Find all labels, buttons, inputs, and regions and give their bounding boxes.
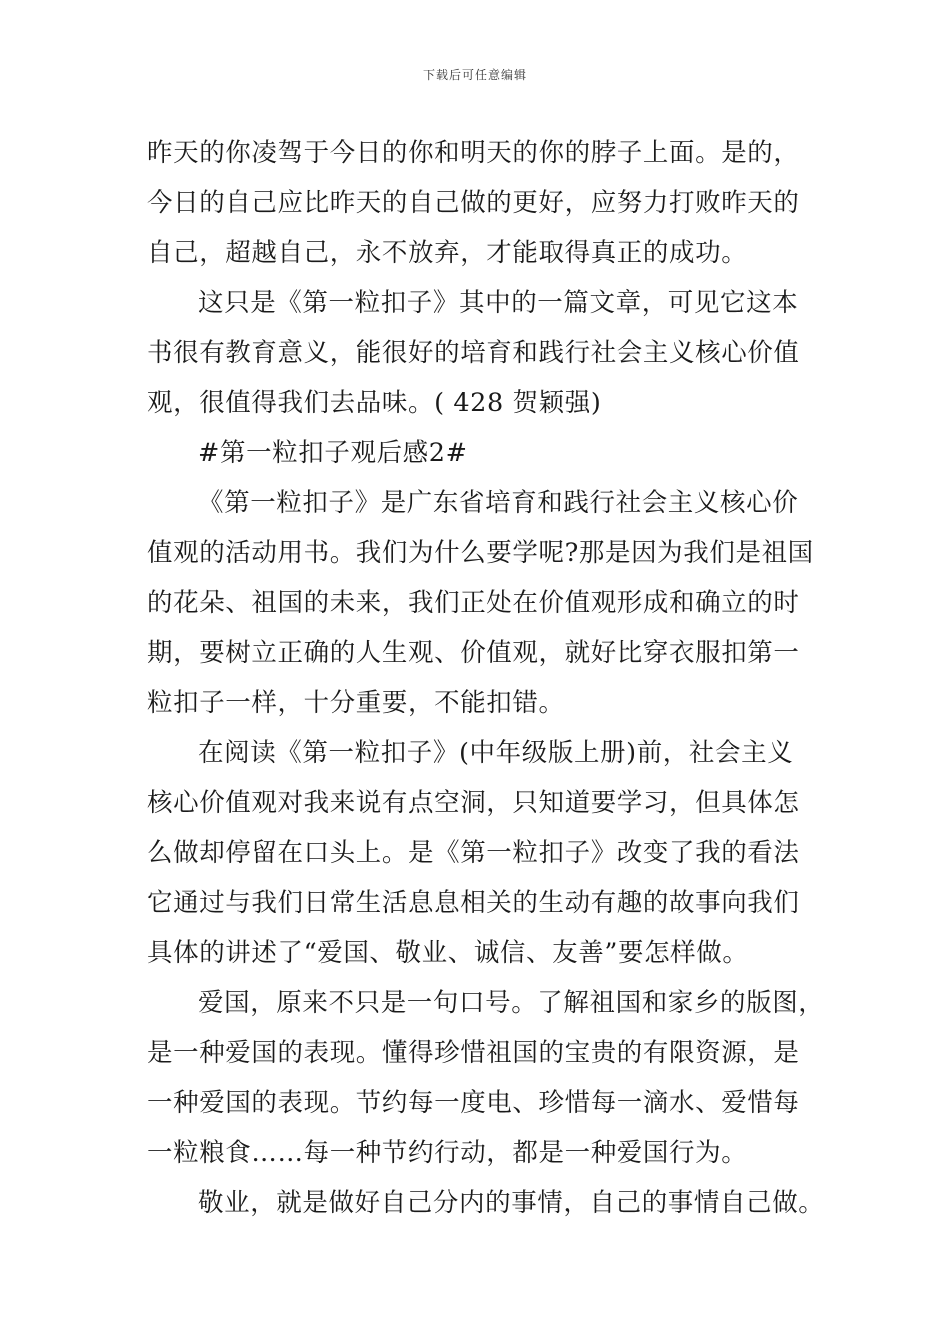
section-heading: #第一粒扣子观后感2#: [198, 438, 468, 468]
text-line: 昨天的你凌驾于今日的你和明天的你的脖子上面。是的，: [147, 138, 800, 168]
text-line: 粒扣子一样，十分重要，不能扣错。: [147, 688, 565, 718]
text-line: 一粒粮食……每一种节约行动，都是一种爱国行为。: [147, 1138, 748, 1168]
text-line: 在阅读《第一粒扣子》(中年级版上册)前，社会主义: [198, 738, 794, 768]
page-header: 下载后可任意编辑: [422, 68, 527, 82]
text-line: 值观的活动用书。我们为什么要学呢?那是因为我们是祖国: [147, 538, 814, 568]
text-line: 期，要树立正确的人生观、价值观，就好比穿衣服扣第一: [147, 638, 800, 668]
text-line: 今日的自己应比昨天的自己做的更好，应努力打败昨天的: [147, 188, 800, 218]
text-line: 它通过与我们日常生活息息相关的生动有趣的故事向我们: [147, 888, 800, 918]
text-line: 书很有教育意义，能很好的培育和践行社会主义核心价值: [147, 338, 800, 368]
text-line: 这只是《第一粒扣子》其中的一篇文章，可见它这本: [198, 288, 799, 318]
text-line: 的花朵、祖国的未来，我们正处在价值观形成和确立的时: [147, 588, 800, 618]
text-line: 观，很值得我们去品味。( 428 贺颖强): [147, 388, 602, 418]
text-line: 自己，超越自己，永不放弃，才能取得真正的成功。: [147, 238, 748, 268]
text-line: 核心价值观对我来说有点空洞，只知道要学习，但具体怎: [147, 788, 800, 818]
text-line: 是一种爱国的表现。懂得珍惜祖国的宝贵的有限资源，是: [147, 1038, 800, 1068]
text-line: 敬业，就是做好自己分内的事情，自己的事情自己做。: [198, 1188, 825, 1218]
text-line: 爱国，原来不只是一句口号。了解祖国和家乡的版图，: [198, 988, 825, 1018]
text-line: 一种爱国的表现。节约每一度电、珍惜每一滴水、爱惜每: [147, 1088, 800, 1118]
text-line: 具体的讲述了“爱国、敬业、诚信、友善”要怎样做。: [147, 938, 749, 968]
document-body: [147, 128, 827, 1228]
text-line: 么做却停留在口头上。是《第一粒扣子》改变了我的看法: [147, 838, 800, 868]
text-line: 《第一粒扣子》是广东省培育和践行社会主义核心价: [198, 488, 799, 518]
